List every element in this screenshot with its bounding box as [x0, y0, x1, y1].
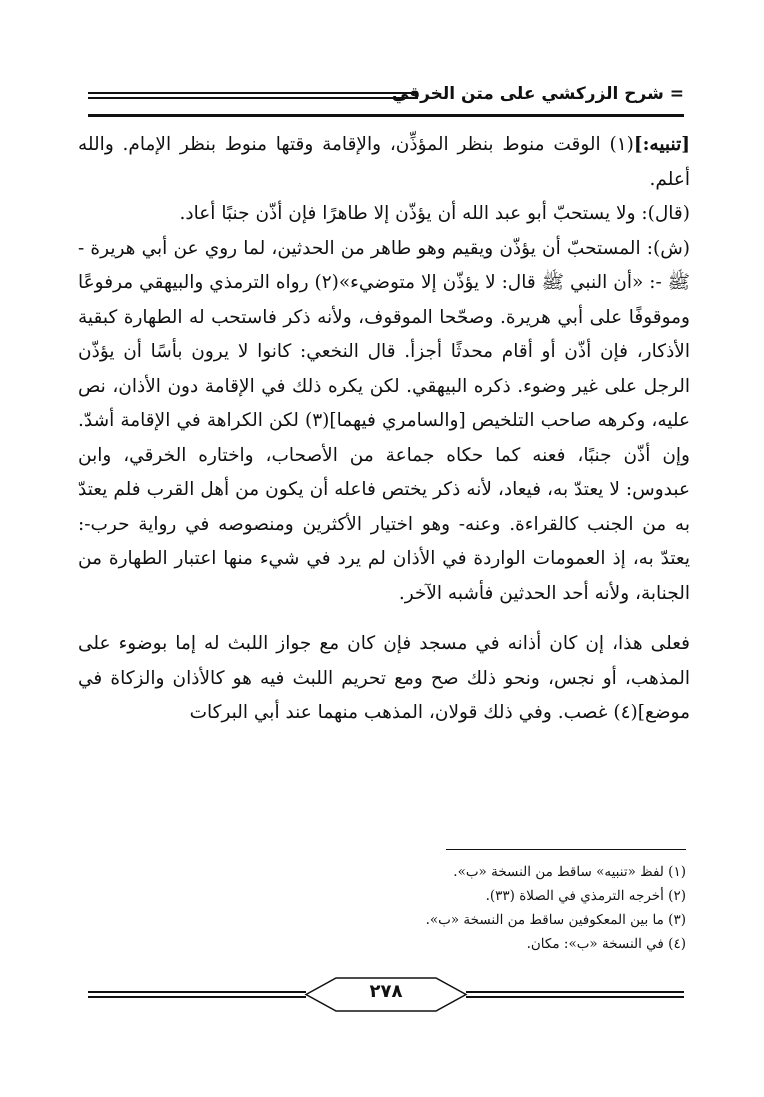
- header-rule: [88, 92, 418, 94]
- tanbih-label: [تنبيه:]: [633, 134, 690, 155]
- header-rule: [88, 97, 418, 99]
- header-underline: [88, 114, 684, 117]
- paragraph-sharh: (ش): المستحبّ أن يؤذّن ويقيم وهو طاهر من الحدثين، لما روي عن أبي هريرة - ﷺ -: «أن النبي ﷺ قال: لا يؤذّن إلا متوضيء»(٢) رواه الترمذي والبيهقي مرفوعًا وموقوفًا على أبي هريرة. وصحّحا الموقوف، ولأنه ذكر فاستحب له الطهارة كبقية الأذكار، فإن أذّن أو أقام محدثًا أجزأ. قال النخعي: كانوا لا يرون بأسًا أن يؤذّن الرجل على غير وضوء. ذكره البيهقي. لكن يكره ذلك في الإقامة دون الأذان، نص عليه، وكرهه صاحب التلخيص [والسامري فيهما](٣) لكن الكراهة في الإقامة أشدّ. وإن أذّن جنبًا، فعنه كما حكاه جماعة من الأصحاب، واختاره الخرقي، وابن عبدوس: لا يعتدّ به، فيعاد، لأنه ذكر يختص فاعله أن يكون من أهل القرب فلم يعتدّ به من الجنب كالقراءة. وعنه- وهو اختيار الأكثرين ومنصوصه في رواية حرب-: يعتدّ به، إذ العمومات الواردة في الأذان لم يرد في شيء منها اعتبار الطهارة من الجنابة، ولأنه أحد الحدثين فأشبه الآخر.: [78, 237, 690, 604]
- paragraph-tanbih: [78, 128, 690, 197]
- paragraph-text: الوقت منوط بنظر المؤذِّن، والإقامة وقتها منوط بنظر الإمام. والله أعلم.: [78, 134, 690, 190]
- footnote-item: (٣) ما بين المعكوفين ساقط من النسخة «ب».: [425, 912, 686, 928]
- footnote-ref: (١): [609, 134, 634, 155]
- paragraph-fa-ala-hadha: فعلى هذا، إن كان أذانه في مسجد فإن كان مع جواز اللبث له إما بوضوء على المذهب، أو نجس، ونحو ذلك صح ومع تحريم اللبث فيه هو كالأذان والزكاة في موضع](٤) غصب. وفي ذلك قولان، المذهب منهما عند أبي البركات: [78, 633, 690, 723]
- paragraph-gap: [78, 611, 690, 627]
- footnote-item: (٢) أخرجه الترمذي في الصلاة (٣٣).: [485, 888, 686, 904]
- footnote-separator: [446, 849, 686, 850]
- page-number: ٢٧٨: [369, 981, 403, 1002]
- running-header: [88, 84, 684, 124]
- footnotes: [266, 860, 686, 956]
- footnote-item: (٤) في النسخة «ب»: مكان.: [526, 936, 686, 952]
- main-text: [78, 128, 690, 731]
- footnote-item: (١) لفظ «تنبيه» ساقط من النسخة «ب».: [453, 864, 686, 880]
- page-footer: [88, 975, 684, 1015]
- header-title: = شرح الزركشي على متن الخرقي: [391, 84, 684, 104]
- paragraph-qala: (قال): ولا يستحبّ أبو عبد الله أن يؤذّن إلا طاهرًا فإن أذّن جنبًا أعاد.: [179, 203, 690, 224]
